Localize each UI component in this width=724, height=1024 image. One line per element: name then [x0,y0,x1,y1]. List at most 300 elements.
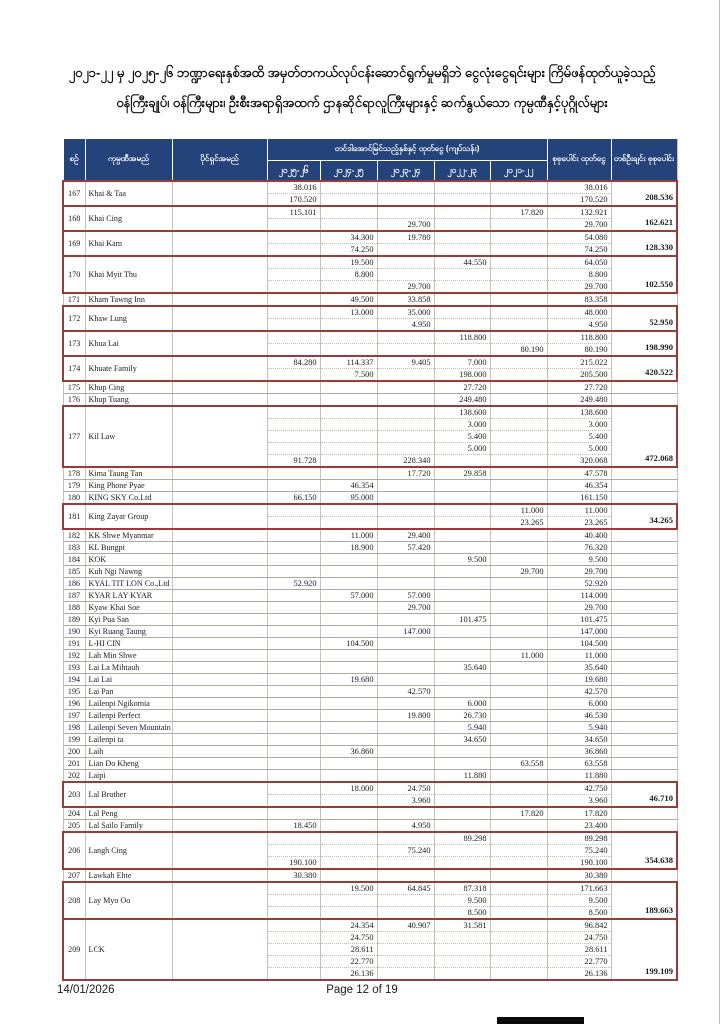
year-value-cell [320,733,377,745]
year-value-cell [320,393,377,406]
total-cell: 83.358 [547,293,611,306]
year-value-cell [434,318,490,331]
year-value-cell [377,733,434,745]
year-value-cell [434,293,490,306]
year-value-cell [434,491,490,504]
grand-total-cell [611,589,677,601]
grand-total-cell [611,709,677,721]
table-row [63,467,677,480]
year-value-cell [320,894,377,906]
year-value-cell [320,794,377,807]
year-value-cell [490,733,547,745]
total-cell: 80.190 [547,343,611,356]
table-row [63,529,677,542]
table-row [63,381,677,394]
year-value-cell: 11.000 [320,529,377,542]
year-value-cell: 7.000 [434,356,490,369]
year-value-cell [434,856,490,869]
year-value-cell [377,331,434,344]
grand-total-cell: 208.536 [611,181,677,206]
grand-total-cell [611,733,677,745]
year-value-cell [490,613,547,625]
table-header [63,139,677,181]
year-value-cell [434,218,490,231]
header-row-1 [63,139,677,161]
year-value-cell [490,697,547,709]
company-cell: Lah Min Shwe [85,649,172,661]
grand-total-cell: 128.330 [611,231,677,256]
owner-cell [172,745,267,757]
year-value-cell [320,769,377,782]
year-value-cell: 66.150 [267,491,320,504]
table-row [63,504,677,517]
year-value-cell [320,504,377,517]
year-value-cell: 228.340 [377,454,434,467]
owner-cell [172,553,267,565]
total-cell: 190.100 [547,856,611,869]
year-value-cell [490,356,547,369]
year-value-cell [267,919,320,932]
year-value-cell: 28.611 [320,943,377,955]
year-value-cell: 198.000 [434,368,490,381]
year-value-cell [320,218,377,231]
company-cell: Lawkah Ehte [85,869,172,882]
year-value-cell [377,832,434,845]
year-value-cell [267,218,320,231]
year-value-cell: 57.420 [377,541,434,553]
year-value-cell: 19.500 [320,256,377,269]
year-value-cell [490,553,547,565]
owner-cell [172,769,267,782]
company-cell: Lal Peng [85,807,172,820]
year-value-cell: 3.960 [377,794,434,807]
owner-cell [172,206,267,231]
year-value-cell: 29.700 [377,218,434,231]
row-no-cell: 169 [63,231,85,256]
row-no-cell: 172 [63,306,85,331]
year-value-cell [490,601,547,613]
year-value-cell: 87.318 [434,882,490,895]
total-cell: 5.000 [547,442,611,454]
year-value-cell [377,553,434,565]
table-row [63,769,677,782]
year-value-cell [320,832,377,845]
year-value-cell [267,757,320,769]
year-value-cell [267,882,320,895]
total-cell: 23.400 [547,819,611,832]
total-cell: 42.570 [547,685,611,697]
owner-cell [172,709,267,721]
table-row [63,637,677,649]
year-value-cell [320,906,377,919]
row-no-cell: 203 [63,782,85,807]
year-value-cell [267,504,320,517]
year-value-cell [320,553,377,565]
year-value-cell: 80.190 [490,343,547,356]
year-value-cell [377,491,434,504]
table-row [63,406,677,419]
year-value-cell [267,479,320,491]
year-value-cell [320,442,377,454]
year-value-cell [377,807,434,820]
owner-cell [172,306,267,331]
table-row [63,819,677,832]
total-cell: 34.650 [547,733,611,745]
year-value-cell [490,293,547,306]
total-cell: 27.720 [547,381,611,394]
grand-total-cell [611,601,677,613]
year-value-cell: 27.720 [434,381,490,394]
owner-cell [172,869,267,882]
company-cell: Khai Cing [85,206,172,231]
total-cell: 11.000 [547,649,611,661]
year-value-cell [267,697,320,709]
owner-cell [172,577,267,589]
year-value-cell [434,757,490,769]
total-cell: 40.400 [547,529,611,542]
grand-total-cell [611,869,677,882]
year-value-cell [267,393,320,406]
row-no-cell: 188 [63,601,85,613]
table-row [63,782,677,795]
year-value-cell: 19.680 [320,673,377,685]
owner-cell [172,782,267,807]
total-cell: 118.800 [547,331,611,344]
year-value-cell [490,368,547,381]
bottom-black-bar [497,1017,584,1024]
year-value-cell: 101.475 [434,613,490,625]
grand-total-cell [611,381,677,394]
year-value-cell [320,577,377,589]
year-value-cell [377,721,434,733]
total-cell: 320.068 [547,454,611,467]
year-value-cell [267,931,320,943]
owner-cell [172,697,267,709]
table-row [63,601,677,613]
year-value-cell [267,769,320,782]
table-wrapper [62,138,676,981]
document-title-line1: ၂၀၂၁-၂၂ မှ ၂၀၂၅-၂၆ ဘဏ္ဍာရေးနှစ်အထိ အမှတ်တကယ်လုပ်ငန်းဆောင်ရွက်မှုမရှိဘဲ ငွေလုံးငွေရင်းများ ကြိမ်ဖန်ထုတ်ယူခဲ့သည့် [68,65,656,80]
year-value-cell [320,601,377,613]
company-cell: Lai La Mihtauh [85,661,172,673]
row-no-cell: 193 [63,661,85,673]
year-value-cell [377,673,434,685]
company-cell: KYAR LAY KYAR [85,589,172,601]
grand-total-cell [611,613,677,625]
total-cell: 205.500 [547,368,611,381]
total-cell: 8.800 [547,268,611,280]
year-value-cell [320,869,377,882]
year-value-cell: 35.640 [434,661,490,673]
year-value-cell [377,697,434,709]
table-row [63,709,677,721]
owner-cell [172,601,267,613]
row-no-cell: 183 [63,541,85,553]
table-row [63,697,677,709]
grand-total-cell: 162.621 [611,206,677,231]
year-value-cell [434,601,490,613]
table-row [63,832,677,845]
table-row [63,491,677,504]
year-value-cell: 9.405 [377,356,434,369]
table-row [63,553,677,565]
row-no-cell: 208 [63,882,85,919]
year-value-cell [434,565,490,577]
year-value-cell: 24.354 [320,919,377,932]
table-row [63,919,677,932]
year-value-cell [490,745,547,757]
year-value-cell [377,745,434,757]
table-row [63,356,677,369]
year-value-cell: 8.500 [434,906,490,919]
year-value-cell [377,661,434,673]
year-value-cell: 63.558 [490,757,547,769]
year-value-cell [490,306,547,319]
company-cell: Kil Law [85,406,172,467]
company-cell: Lai Pan [85,685,172,697]
year-value-cell [434,280,490,293]
row-no-cell: 191 [63,637,85,649]
year-value-cell [320,697,377,709]
year-value-cell [267,661,320,673]
owner-cell [172,919,267,980]
year-value-cell [434,541,490,553]
year-value-cell: 26.136 [320,967,377,980]
year-value-cell: 4.950 [377,819,434,832]
year-value-cell [377,894,434,906]
header-year-2025-26: ၂၀၂၅-၂၆ [267,161,320,181]
table-body [63,181,677,980]
year-value-cell [377,418,434,430]
owner-cell [172,832,267,869]
year-value-cell [267,256,320,269]
total-cell: 161.150 [547,491,611,504]
year-value-cell [267,807,320,820]
table-row [63,479,677,491]
year-value-cell [490,479,547,491]
row-no-cell: 168 [63,206,85,231]
year-value-cell [267,418,320,430]
total-cell: 89.298 [547,832,611,845]
year-value-cell [267,709,320,721]
year-value-cell: 9.500 [434,894,490,906]
grand-total-cell [611,697,677,709]
year-value-cell [490,529,547,542]
owner-cell [172,331,267,356]
header-total: စုစုပေါင်း ထုတ်ငွေ [547,139,611,181]
year-value-cell: 89.298 [434,832,490,845]
company-cell: KING SKY Co.Ltd [85,491,172,504]
year-value-cell: 34.650 [434,733,490,745]
year-value-cell [267,268,320,280]
year-value-cell [434,807,490,820]
year-value-cell [267,293,320,306]
grand-total-cell [611,819,677,832]
year-value-cell [320,565,377,577]
table-row [63,231,677,244]
year-value-cell: 30.380 [267,869,320,882]
year-value-cell [434,649,490,661]
year-value-cell [267,721,320,733]
year-value-cell [434,577,490,589]
table-row [63,306,677,319]
year-value-cell [490,381,547,394]
grand-total-cell [611,541,677,553]
row-no-cell: 178 [63,467,85,480]
owner-cell [172,293,267,306]
year-value-cell [267,553,320,565]
year-value-cell [320,819,377,832]
grand-total-cell: 102.550 [611,256,677,293]
year-value-cell: 5.940 [434,721,490,733]
grand-total-cell [611,293,677,306]
total-cell: 29.700 [547,218,611,231]
year-value-cell: 29.700 [377,280,434,293]
year-value-cell [267,943,320,955]
year-value-cell [320,685,377,697]
year-value-cell [490,454,547,467]
year-value-cell [267,906,320,919]
year-value-cell [434,869,490,882]
year-value-cell [490,243,547,256]
year-value-cell [490,268,547,280]
year-value-cell [434,343,490,356]
data-table [62,138,678,981]
year-value-cell [267,649,320,661]
total-cell: 29.700 [547,601,611,613]
year-value-cell: 104.500 [320,637,377,649]
table-row [63,206,677,219]
row-no-cell: 175 [63,381,85,394]
year-value-cell: 38.016 [267,181,320,194]
year-value-cell: 52.920 [267,577,320,589]
year-value-cell [320,721,377,733]
year-value-cell [377,516,434,529]
year-value-cell [434,931,490,943]
year-value-cell [490,794,547,807]
company-cell: Khai & Taa [85,181,172,206]
year-value-cell [377,256,434,269]
row-no-cell: 195 [63,685,85,697]
year-value-cell [267,967,320,980]
year-value-cell: 64.845 [377,882,434,895]
year-value-cell [434,685,490,697]
owner-cell [172,504,267,529]
year-value-cell [267,955,320,967]
company-cell: Kham Tawng Inn [85,293,172,306]
owner-cell [172,649,267,661]
year-value-cell [320,206,377,219]
year-value-cell [434,268,490,280]
header-grand-total: တစ်ဦးချင်း စုစုပေါင်း [611,139,677,181]
year-value-cell: 18.900 [320,541,377,553]
row-no-cell: 182 [63,529,85,542]
table-row [63,577,677,589]
table-row [63,625,677,637]
year-value-cell [434,516,490,529]
year-value-cell [434,231,490,244]
row-no-cell: 196 [63,697,85,709]
company-cell: Lailenpi ta [85,733,172,745]
year-value-cell [377,368,434,381]
total-cell: 5.940 [547,721,611,733]
year-value-cell [490,231,547,244]
year-value-cell [490,625,547,637]
table-row [63,589,677,601]
footer-date: 14/01/2026 [57,984,115,996]
company-cell: Lal Sailo Family [85,819,172,832]
grand-total-cell [611,577,677,589]
year-value-cell [490,218,547,231]
total-cell: 52.920 [547,577,611,589]
owner-cell [172,661,267,673]
year-value-cell: 75.240 [377,844,434,856]
year-value-cell: 29.700 [490,565,547,577]
header-year-group: တင်ဒါအောင်မြင်သည့်နှစ်နှင့် ထုတ်ငွေ (ကျပ်သန်း) [267,139,547,161]
company-cell: Khua Lai [85,331,172,356]
year-value-cell [267,794,320,807]
year-value-cell: 29.858 [434,467,490,480]
owner-cell [172,589,267,601]
total-cell: 138.600 [547,406,611,419]
year-value-cell [320,406,377,419]
owner-cell [172,479,267,491]
owner-cell [172,565,267,577]
year-value-cell: 19.780 [377,231,434,244]
company-cell: Lal Brother [85,782,172,807]
owner-cell [172,733,267,745]
year-value-cell: 5.400 [434,430,490,442]
table-row [63,807,677,820]
year-value-cell [377,193,434,206]
year-value-cell [377,406,434,419]
grand-total-cell [611,467,677,480]
company-cell: KK Shwe Myanmar [85,529,172,542]
year-value-cell [490,577,547,589]
header-year-2023-24: ၂၀၂၃-၂၄ [377,161,434,181]
year-value-cell [320,807,377,820]
year-value-cell [490,931,547,943]
year-value-cell: 29.700 [377,601,434,613]
year-value-cell: 147.000 [377,625,434,637]
total-cell: 17.820 [547,807,611,820]
row-no-cell: 194 [63,673,85,685]
year-value-cell: 118.800 [434,331,490,344]
table-row [63,256,677,269]
row-no-cell: 180 [63,491,85,504]
company-cell: Lian Do Kheng [85,757,172,769]
year-value-cell [267,673,320,685]
header-year-2022-23: ၂၀၂၂-၂၃ [434,161,490,181]
row-no-cell: 209 [63,919,85,980]
total-cell: 171.663 [547,882,611,895]
year-value-cell [377,442,434,454]
grand-total-cell [611,673,677,685]
year-value-cell: 18.450 [267,819,320,832]
year-value-cell: 24.750 [320,931,377,943]
year-value-cell [377,393,434,406]
year-value-cell [377,906,434,919]
company-cell: Laih [85,745,172,757]
company-cell: Lai Lai [85,673,172,685]
year-value-cell: 91.728 [267,454,320,467]
year-value-cell: 26.730 [434,709,490,721]
total-cell: 42.750 [547,782,611,795]
year-value-cell [267,318,320,331]
year-value-cell [320,467,377,480]
grand-total-cell [611,393,677,406]
year-value-cell [490,589,547,601]
